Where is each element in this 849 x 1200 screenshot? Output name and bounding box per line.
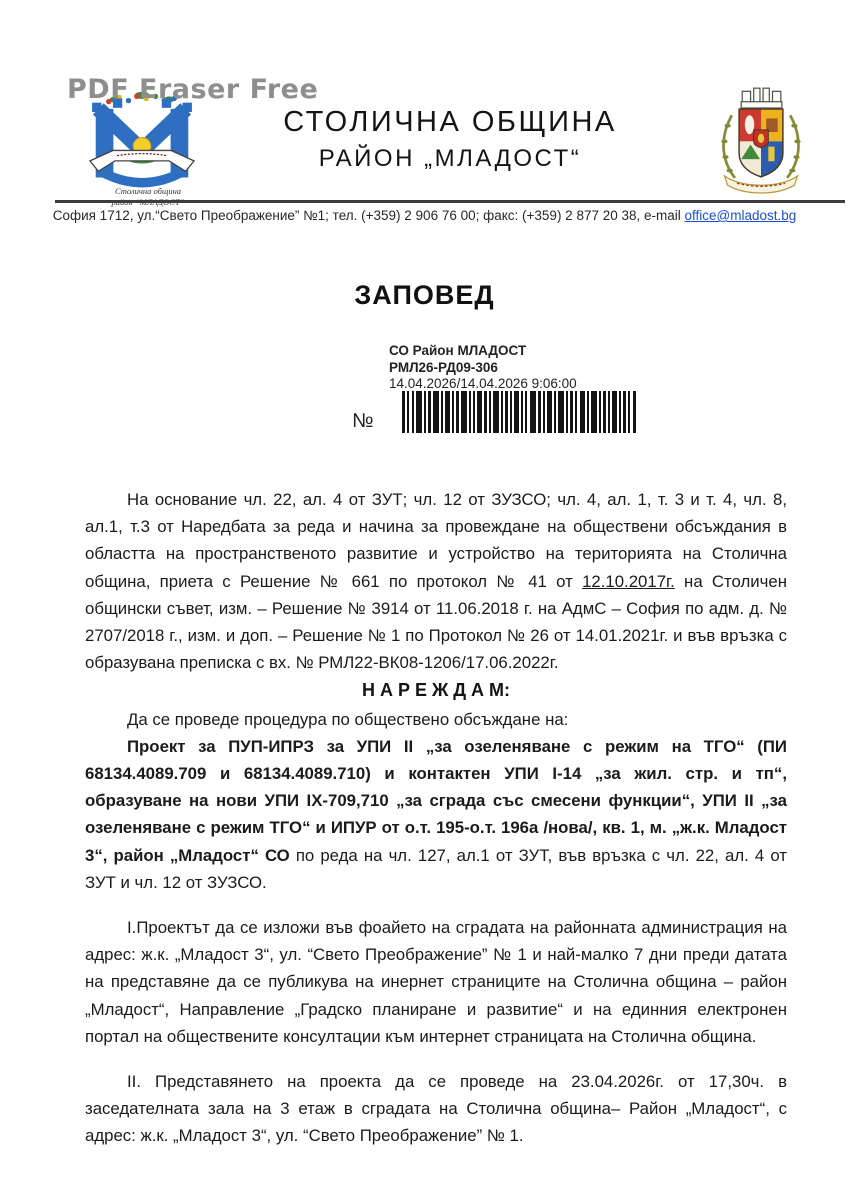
district-name: РАЙОН „МЛАДОСТ“ [318, 145, 582, 172]
registry-stamp [389, 343, 577, 393]
email-link[interactable]: office@mladost.bg [684, 208, 797, 223]
stamp-office: СО Район МЛАДОСТ [389, 343, 527, 358]
org-name: СТОЛИЧНА ОБЩИНА [283, 106, 617, 138]
document-title: ЗАПОВЕД [354, 280, 495, 310]
stamp-datetime: 14.04.2026/14.04.2026 9:06:00 [389, 376, 577, 391]
org-header [210, 106, 690, 173]
item-1-paragraph: I.Проектът да се изложи във фоайето на сградата на районната администрация на адрес: ж.к. „Младост 3“, ул. “Свето Преображение” № 1 и най-малко 7 дни преди датата на представяне да се публикува на инернет страниците на Столична община – район „Младост“, Направление „Градско планиране и развитие“ и на единния електронен портал на обществените консултации към интернет страницата на Столична община. [85, 918, 787, 1046]
order-intro: Да се проведе процедура по обществено обсъждане на: [127, 709, 569, 729]
item-2-paragraph: II. Представянето на проекта да се проведе на 23.04.2026г. от 17,30ч. в заседателната зала на 3 етаж в сградата на Столична община– Район „Младост“, с адрес: ж.к. „Младост 3“, ул. “Свето Преображение” № 1. [85, 1072, 787, 1146]
watermark-text: PDF Eraser Free [67, 74, 319, 105]
stamp-number: РМЛ26-РД09-306 [389, 359, 498, 375]
emblem-caption-line1: Столична община [114, 186, 182, 196]
document-number-label: № [352, 410, 374, 432]
legal-basis-paragraph [85, 486, 787, 676]
project-description-bold: Проект за ПУП-ИПРЗ за УПИ II „за озеленяване с режим на ТГО“ (ПИ 68134.4089.709 и 68134.4089.710) и контактен УПИ I-14 „за жил. стр. и тп“, образуване на нови УПИ IX-709,710 „за сграда със смесени функции“, УПИ II „за озеленяване с режим ТГО“ и ИПУР от о.т. 195-о.т. 196а /нова/, кв. 1, м. „ж.к. Младост 3“, район „Младост“ СО [85, 736, 787, 865]
sofia-coat-of-arms-icon [714, 84, 808, 209]
legal-basis-part1: На основание чл. 22, ал. 4 от ЗУТ; чл. 12 от ЗУЗСО; чл. 4, ал. 1, т. 3 и т. 4, чл. 8, ал.1, т.3 от Наредбата за реда и начина за провеждане на обществени обсъждания в областта на пространственото развитие и устройство на територията на Столична община, приета с Решение № 661 по протокол № 41 от [85, 490, 787, 591]
project-description-regular: по реда на чл. 127, ал.1 от ЗУТ, във връзка с чл. 22, ал. 4 от ЗУТ и чл. 12 от ЗУЗСО. [85, 845, 787, 892]
contact-text: София 1712, ул.“Свето Преображение” №1; тел. (+359) 2 906 76 00; факс: (+359) 2 877 20 38, e-mail [52, 208, 685, 223]
legal-basis-date: 12.10.2017г. [582, 571, 675, 591]
legal-basis-part2: на Столичен общински съвет, изм. – Решение № 3914 от 11.06.2018 г. на АдмС – София по адм. д. № 2707/2018 г., изм. и доп. – Решение № 1 по Протокол № 26 от 14.01.2021г. и във връзка с образувана преписка с вх. № РМЛ22-ВК08-1206/17.06.2022г. [85, 571, 788, 673]
order-heading: Н А Р Е Ж Д А М: [361, 680, 511, 701]
barcode-icon [402, 391, 640, 437]
contact-line [0, 208, 849, 223]
project-description-paragraph [85, 733, 787, 896]
document-body [85, 486, 787, 1150]
